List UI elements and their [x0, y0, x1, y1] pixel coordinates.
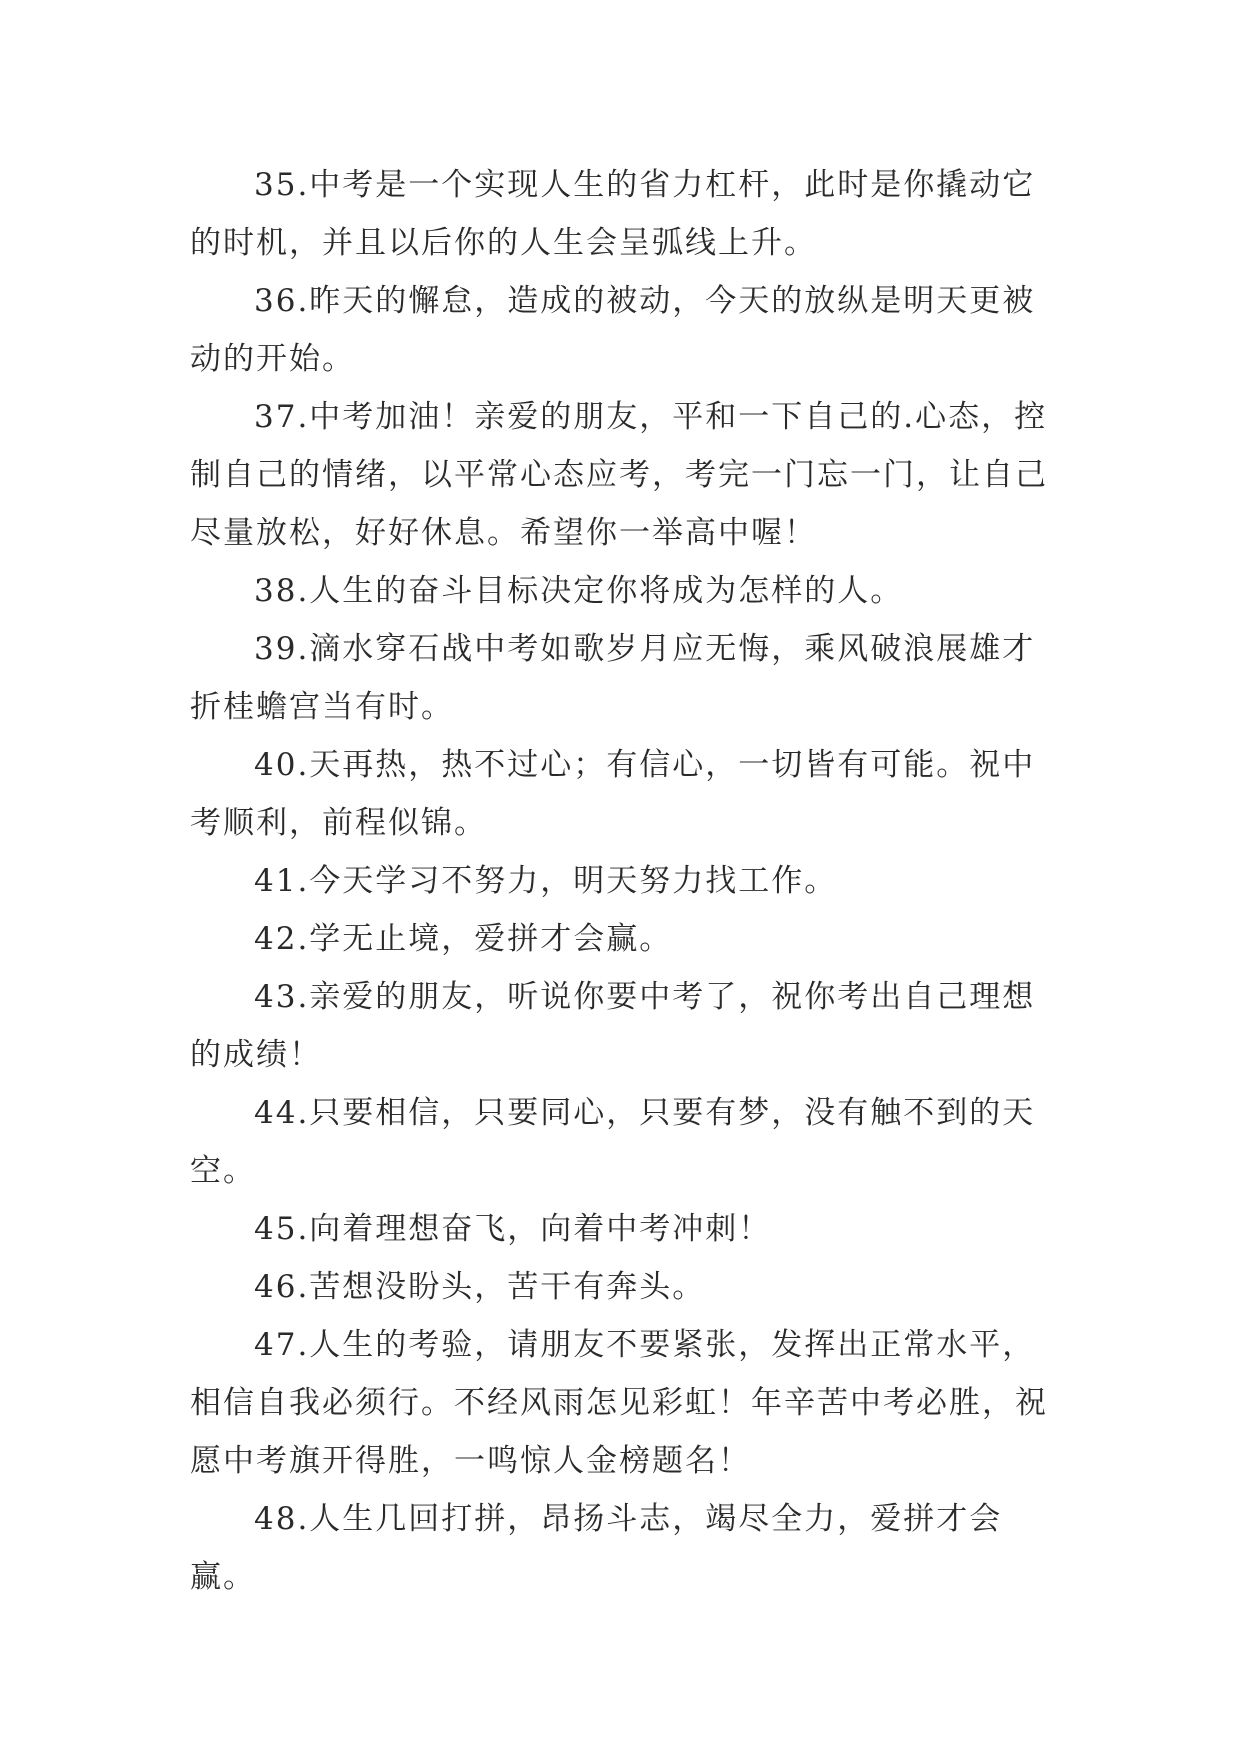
- paragraph-line: 相信自我必须行。不经风雨怎见彩虹！年辛苦中考必胜，祝: [190, 1385, 1048, 1421]
- paragraph-line: 45.向着理想奋飞，向着中考冲刺！: [254, 1211, 772, 1247]
- paragraph-line: 42.学无止境，爱拼才会赢。: [254, 921, 673, 957]
- paragraph-48: [190, 1490, 1050, 1606]
- paragraph-line: 41.今天学习不努力，明天努力找工作。: [254, 863, 838, 899]
- paragraph-line: 43.亲爱的朋友，听说你要中考了，祝你考出自己理想: [254, 979, 1036, 1015]
- paragraph-line: 36.昨天的懈怠，造成的被动，今天的放纵是明天更被: [254, 283, 1036, 319]
- paragraph-36: [190, 272, 1050, 388]
- paragraph-line: 47.人生的考验，请朋友不要紧张，发挥出正常水平，: [254, 1327, 1036, 1363]
- paragraph-line: 折桂蟾宫当有时。: [190, 689, 454, 725]
- paragraph-line: 40.天再热，热不过心；有信心，一切皆有可能。祝中: [254, 747, 1036, 783]
- document-body: [190, 156, 1050, 1606]
- paragraph-44: [190, 1084, 1050, 1200]
- paragraph-38: [190, 562, 1050, 620]
- paragraph-39: [190, 620, 1050, 736]
- paragraph-45: [190, 1200, 1050, 1258]
- paragraph-41: [190, 852, 1050, 910]
- paragraph-47: [190, 1316, 1050, 1490]
- paragraph-line: 制自己的情绪，以平常心态应考，考完一门忘一门，让自己: [190, 457, 1048, 493]
- paragraph-line: 愿中考旗开得胜，一鸣惊人金榜题名！: [190, 1443, 751, 1479]
- paragraph-line: 46.苦想没盼头，苦干有奔头。: [254, 1269, 706, 1305]
- paragraph-line: 考顺利，前程似锦。: [190, 805, 487, 841]
- paragraph-42: [190, 910, 1050, 968]
- paragraph-43: [190, 968, 1050, 1084]
- paragraph-line: 35.中考是一个实现人生的省力杠杆，此时是你撬动它: [254, 167, 1036, 203]
- paragraph-37: [190, 388, 1050, 562]
- paragraph-line: 动的开始。: [190, 341, 355, 377]
- paragraph-46: [190, 1258, 1050, 1316]
- paragraph-line: 37.中考加油！亲爱的朋友，平和一下自己的.心态，控: [254, 399, 1048, 435]
- paragraph-line: 48.人生几回打拼，昂扬斗志，竭尽全力，爱拼才会赢。: [190, 1501, 1003, 1595]
- paragraph-line: 38.人生的奋斗目标决定你将成为怎样的人。: [254, 573, 904, 609]
- paragraph-40: [190, 736, 1050, 852]
- paragraph-line: 尽量放松，好好休息。希望你一举高中喔！: [190, 515, 817, 551]
- paragraph-line: 44.只要相信，只要同心，只要有梦，没有触不到的天: [254, 1095, 1036, 1131]
- paragraph-line: 的时机，并且以后你的人生会呈弧线上升。: [190, 225, 817, 261]
- paragraph-line: 的成绩！: [190, 1037, 322, 1073]
- paragraph-line: 空。: [190, 1153, 256, 1189]
- paragraph-35: [190, 156, 1050, 272]
- paragraph-line: 39.滴水穿石战中考如歌岁月应无悔，乘风破浪展雄才: [254, 631, 1036, 667]
